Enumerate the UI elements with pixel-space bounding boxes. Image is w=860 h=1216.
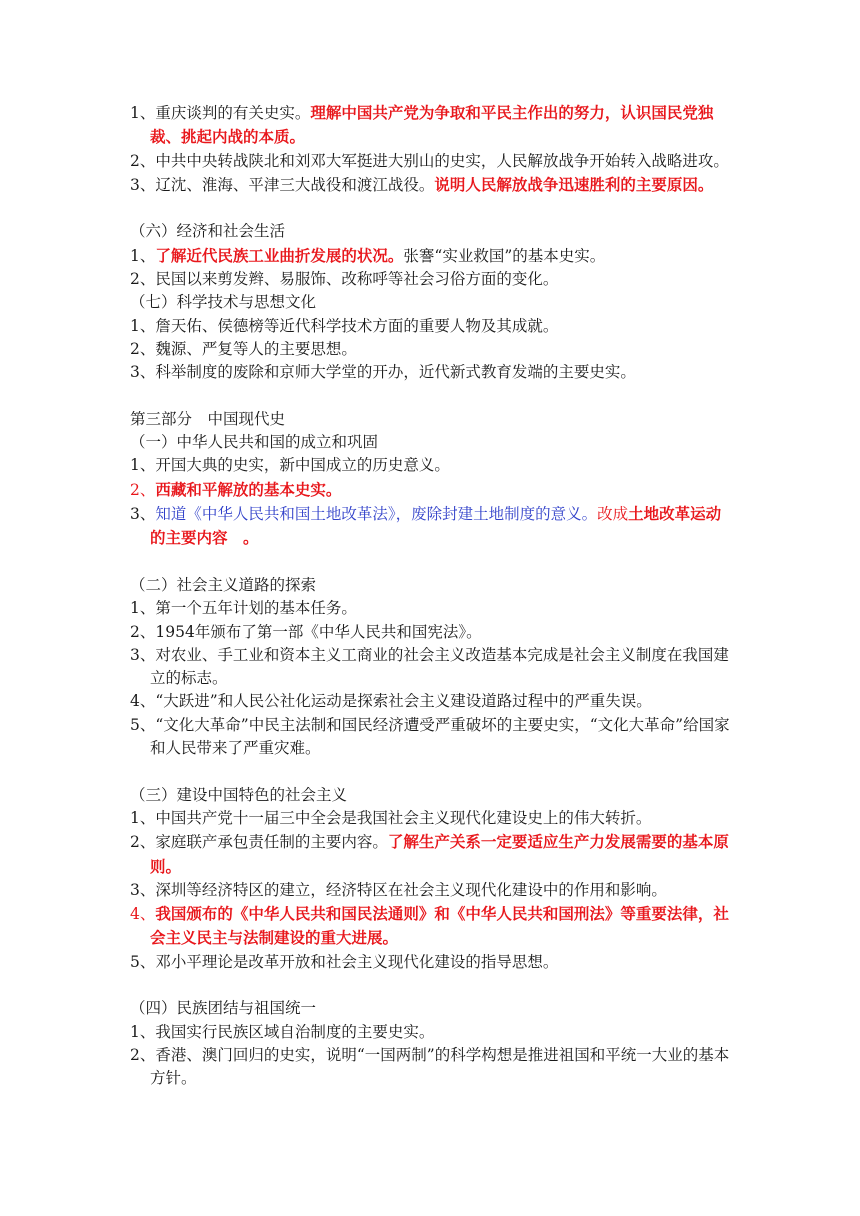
item-text: 重庆谈判的有关史实。 [155, 104, 311, 122]
spacer [130, 760, 735, 783]
list-item [130, 502, 735, 551]
item-text: 开国大典的史实，新中国成立的历史意义。 [155, 456, 450, 475]
list-item [130, 1044, 735, 1091]
item-number: 1、 [130, 808, 156, 827]
item-number: 1、 [130, 104, 156, 122]
item-number: 1、 [130, 599, 156, 618]
list-item [130, 644, 735, 691]
item-text: 詹天佑、侯德榜等近代科学技术方面的重要人物及其成就。 [155, 316, 559, 335]
item-number: 1、 [130, 246, 156, 265]
section-heading: （七）科学技术与思想文化 [130, 293, 317, 312]
item-number: 5、 [130, 952, 156, 971]
item-text: 科举制度的废除和京师大学堂的开办，近代新式教育发端的主要史实。 [155, 363, 636, 382]
item-text: 辽沈、淮海、平津三大战役和渡江战役。 [155, 175, 435, 194]
list-item [130, 902, 735, 951]
item-number: 3、 [130, 363, 156, 382]
item-number: 2、 [130, 339, 156, 358]
emphasis-text: 我国颁布的《中华人民共和国民法通则》和《中华人民共和国刑法》等重要法律，社会主义民主与法制建设的重大进展。 [150, 904, 729, 948]
emphasis-text: 西藏和平解放的基本史实。 [155, 479, 342, 499]
item-number: 4、 [130, 692, 156, 711]
list-item [130, 338, 735, 361]
section-heading: （一）中华人民共和国的成立和巩固 [130, 433, 379, 452]
section-heading: （三）建设中国特色的社会主义 [130, 785, 348, 804]
item-text: 对农业、手工业和资本主义工商业的社会主义改造基本完成是社会主义制度在我国建立的标志。 [150, 645, 729, 688]
part-heading: 第三部分 中国现代史 [130, 409, 286, 428]
item-text: 邓小平理论是改革开放和社会主义现代化建设的指导思想。 [155, 952, 559, 971]
list-item [130, 1021, 735, 1044]
item-text: 1954年颁布了第一部《中华人民共和国宪法》。 [155, 622, 482, 641]
item-number: 2、 [130, 480, 156, 499]
list-item [130, 244, 735, 268]
item-text: “文化大革命”中民主法制和国民经济遭受严重破坏的主要史实，“文化大革命”给国家和人民带来了严重灾难。 [150, 715, 730, 758]
item-text: 家庭联产承包责任制的主要内容。 [155, 833, 388, 852]
list-item [130, 807, 735, 830]
emphasis-text: 了解生产关系一定要适应生产力发展需要的基本原则。 [150, 832, 729, 876]
section-heading: （二）社会主义道路的探索 [130, 575, 317, 594]
item-number: 5、 [130, 715, 156, 734]
list-item [130, 714, 735, 761]
item-number: 2、 [130, 270, 156, 289]
document-body [130, 101, 735, 1090]
list-item [130, 951, 735, 974]
item-number: 1、 [130, 456, 156, 475]
item-text: 香港、澳门回归的史实，说明“一国两制”的科学构想是推进祖国和平统一大业的基本方针。 [150, 1045, 730, 1088]
list-item [130, 361, 735, 384]
list-item [130, 173, 735, 197]
item-number: 2、 [130, 833, 156, 852]
emphasis-text: 说明人民解放战争迅速胜利的主要原因。 [434, 174, 714, 194]
correction-text: 改成 [597, 505, 629, 524]
item-text: 魏源、严复等人的主要思想。 [155, 339, 357, 358]
item-number: 1、 [130, 316, 156, 335]
list-item [130, 478, 735, 502]
item-number: 4、 [130, 905, 156, 924]
list-item [130, 830, 735, 879]
item-number: 2、 [130, 1045, 156, 1064]
item-text: 民国以来剪发辫、易服饰、改称呼等社会习俗方面的变化。 [155, 270, 559, 289]
emphasis-text: 土地改革运动的主要内容 。 [150, 504, 722, 548]
item-text: 中国共产党十一届三中全会是我国社会主义现代化建设史上的伟大转折。 [155, 808, 652, 827]
list-item [130, 268, 735, 291]
list-item [130, 315, 735, 338]
item-text: 第一个五年计划的基本任务。 [155, 599, 357, 618]
section-heading: （六）经济和社会生活 [130, 222, 286, 241]
list-item [130, 454, 735, 477]
item-number: 2、 [130, 151, 156, 170]
item-number: 3、 [130, 645, 156, 664]
spacer [130, 197, 735, 220]
list-item [130, 597, 735, 620]
section-heading: （四）民族团结与祖国统一 [130, 999, 317, 1018]
list-item [130, 150, 735, 173]
item-text: 张謇“实业救国”的基本史实。 [403, 246, 606, 265]
list-item [130, 621, 735, 644]
list-item [130, 101, 735, 150]
item-text: 中共中央转战陕北和刘邓大军挺进大别山的史实，人民解放战争开始转入战略进攻。 [155, 151, 729, 170]
emphasis-text: 理解中国共产党为争取和平民主作出的努力，认识国民党独裁、挑起内战的本质。 [150, 103, 714, 147]
emphasis-text: 了解近代民族工业曲折发展的状况。 [155, 245, 404, 265]
item-number: 3、 [130, 175, 156, 194]
item-number: 1、 [130, 1022, 156, 1041]
item-text: “大跃进”和人民公社化运动是探索社会主义建设道路过程中的严重失误。 [155, 692, 652, 711]
item-number: 3、 [130, 880, 156, 899]
item-text: 我国实行民族区域自治制度的主要史实。 [155, 1022, 435, 1041]
item-number: 3、 [130, 505, 156, 524]
item-number: 2、 [130, 622, 156, 641]
list-item [130, 879, 735, 902]
blue-text: 知道《中华人民共和国土地改革法》，废除封建土地制度的意义。 [155, 505, 598, 524]
spacer [130, 551, 735, 574]
item-text: 深圳等经济特区的建立，经济特区在社会主义现代化建设中的作用和影响。 [155, 880, 667, 899]
list-item [130, 690, 735, 713]
spacer [130, 974, 735, 997]
spacer [130, 385, 735, 408]
